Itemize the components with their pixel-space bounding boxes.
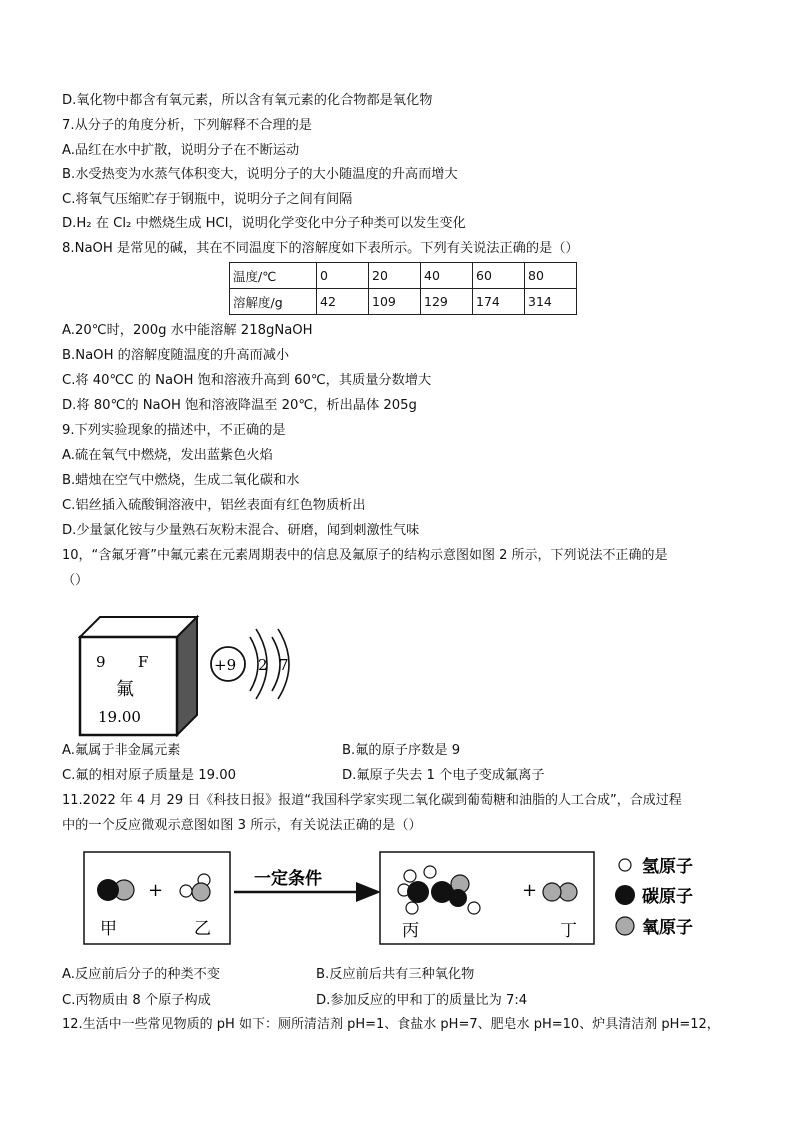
legend-carbon: 碳原子 bbox=[642, 887, 693, 907]
table-cell: 0 bbox=[317, 263, 369, 289]
carbon-legend-icon bbox=[615, 885, 635, 905]
plus-sign: + bbox=[522, 880, 538, 901]
q8-option-b: B.NaOH 的溶解度随温度的升高而减小 bbox=[62, 348, 290, 363]
solubility-table bbox=[229, 262, 577, 315]
q10-option-b: B.氟的原子序数是 9 bbox=[342, 743, 461, 758]
label-jia: 甲 bbox=[100, 919, 117, 939]
q7-option-c: C.将氧气压缩贮存于钢瓶中，说明分子之间有间隔 bbox=[62, 192, 353, 207]
table-cell: 174 bbox=[473, 289, 525, 315]
oxygen-atom bbox=[192, 883, 210, 901]
q6-option-d: D.氧化物中都含有氧元素，所以含有氧元素的化合物都是氧化物 bbox=[62, 93, 433, 108]
q10-stem: 10，“含氟牙膏”中氟元素在元素周期表中的信息及氟原子的结构示意图如图 2 所示，下列说法不正确的是 bbox=[62, 548, 668, 563]
q12-stem: 12.生活中一些常见物质的 pH 如下：厕所清洁剂 pH=1、食盐水 pH=7、肥皂水 pH=10、炉具清洁剂 pH=12， bbox=[62, 1017, 720, 1032]
element-card bbox=[80, 617, 197, 735]
atomic-mass: 19.00 bbox=[98, 708, 141, 726]
shell2-electrons: 7 bbox=[279, 656, 289, 674]
electron-shell-1 bbox=[250, 637, 258, 691]
q11-option-c: C.丙物质由 8 个原子构成 bbox=[62, 993, 211, 1008]
table-cell: 109 bbox=[369, 289, 421, 315]
hydrogen-legend-icon bbox=[619, 859, 631, 871]
reaction-arrow bbox=[234, 868, 376, 892]
table-cell: 80 bbox=[525, 263, 577, 289]
label-ding: 丁 bbox=[560, 921, 577, 941]
q7-option-b: B.水受热变为水蒸气体积变大，说明分子的大小随温度的升高而增大 bbox=[62, 167, 458, 182]
element-symbol: F bbox=[138, 653, 149, 671]
table-row bbox=[230, 289, 577, 315]
q10-option-a: A.氟属于非金属元素 bbox=[62, 743, 181, 758]
fluorine-figure bbox=[78, 615, 308, 737]
label-yi: 乙 bbox=[194, 919, 211, 939]
q11-option-b: B.反应前后共有三种氧化物 bbox=[316, 967, 475, 982]
reaction-condition: 一定条件 bbox=[254, 869, 322, 889]
label-bing: 丙 bbox=[402, 921, 419, 941]
nucleus-charge: +9 bbox=[214, 656, 237, 674]
q9-option-c: C.铝丝插入硫酸铜溶液中，铝丝表面有红色物质析出 bbox=[62, 498, 366, 513]
q9-option-d: D.少量氯化铵与少量熟石灰粉末混合、研磨，闻到刺激性气味 bbox=[62, 523, 420, 538]
q11-option-a: A.反应前后分子的种类不变 bbox=[62, 967, 221, 982]
q10-option-c: C.氟的相对原子质量是 19.00 bbox=[62, 768, 237, 783]
legend-hydrogen: 氢原子 bbox=[642, 857, 693, 877]
atom-legend bbox=[615, 856, 693, 938]
q8-option-d: D.将 80℃的 NaOH 饱和溶液降温至 20℃，析出晶体 205g bbox=[62, 398, 417, 413]
q8-option-c: C.将 40℃C 的 NaOH 饱和溶液升高到 60℃，其质量分数增大 bbox=[62, 373, 432, 388]
table-cell: 42 bbox=[317, 289, 369, 315]
q9-stem: 9.下列实验现象的描述中，不正确的是 bbox=[62, 423, 286, 438]
table-row bbox=[230, 263, 577, 289]
q7-stem: 7.从分子的角度分析，下列解释不合理的是 bbox=[62, 118, 312, 133]
q8-stem: 8.NaOH 是常见的碱，其在不同温度下的溶解度如下表所示。下列有关说法正确的是（） bbox=[62, 241, 579, 256]
q11-option-d: D.参加反应的甲和丁的质量比为 7:4 bbox=[316, 993, 528, 1008]
hydrogen-atom bbox=[180, 885, 192, 897]
legend-oxygen: 氧原子 bbox=[642, 918, 693, 938]
q9-option-a: A.硫在氧气中燃烧，发出蓝紫色火焰 bbox=[62, 448, 273, 463]
oxygen-legend-icon bbox=[616, 917, 634, 935]
atom-structure bbox=[211, 629, 289, 699]
plus-sign: + bbox=[148, 880, 164, 901]
table-cell: 60 bbox=[473, 263, 525, 289]
table-cell: 314 bbox=[525, 289, 577, 315]
q8-option-a: A.20℃时，200g 水中能溶解 218gNaOH bbox=[62, 323, 313, 338]
shell1-electrons: 2 bbox=[258, 656, 268, 674]
table-cell: 40 bbox=[421, 263, 473, 289]
table-cell: 20 bbox=[369, 263, 421, 289]
table-cell: 温度/℃ bbox=[230, 263, 317, 289]
element-name: 氟 bbox=[116, 679, 134, 700]
q10-option-d: D.氟原子失去 1 个电子变成氟离子 bbox=[342, 768, 545, 783]
q7-option-d: D.H₂ 在 Cl₂ 中燃烧生成 HCl，说明化学变化中分子种类可以发生变化 bbox=[62, 216, 466, 231]
reaction-diagram bbox=[82, 850, 732, 950]
atomic-number: 9 bbox=[96, 653, 106, 671]
q9-option-b: B.蜡烛在空气中燃烧，生成二氧化碳和水 bbox=[62, 473, 300, 488]
q10-stem-cont: （） bbox=[62, 573, 89, 588]
products-box bbox=[380, 852, 594, 944]
carbon-atom bbox=[97, 879, 119, 901]
q11-stem: 11.2022 年 4 月 29 日《科技日报》报道“我国科学家实现二氧化碳到葡萄糖和油脂的人工合成”，合成过程 bbox=[62, 793, 682, 808]
table-cell: 溶解度/g bbox=[230, 289, 317, 315]
q11-stem-cont: 中的一个反应微观示意图如图 3 所示，有关说法正确的是（） bbox=[62, 818, 422, 833]
reactants-box bbox=[84, 852, 230, 944]
table-cell: 129 bbox=[421, 289, 473, 315]
q7-option-a: A.品红在水中扩散，说明分子在不断运动 bbox=[62, 143, 300, 158]
